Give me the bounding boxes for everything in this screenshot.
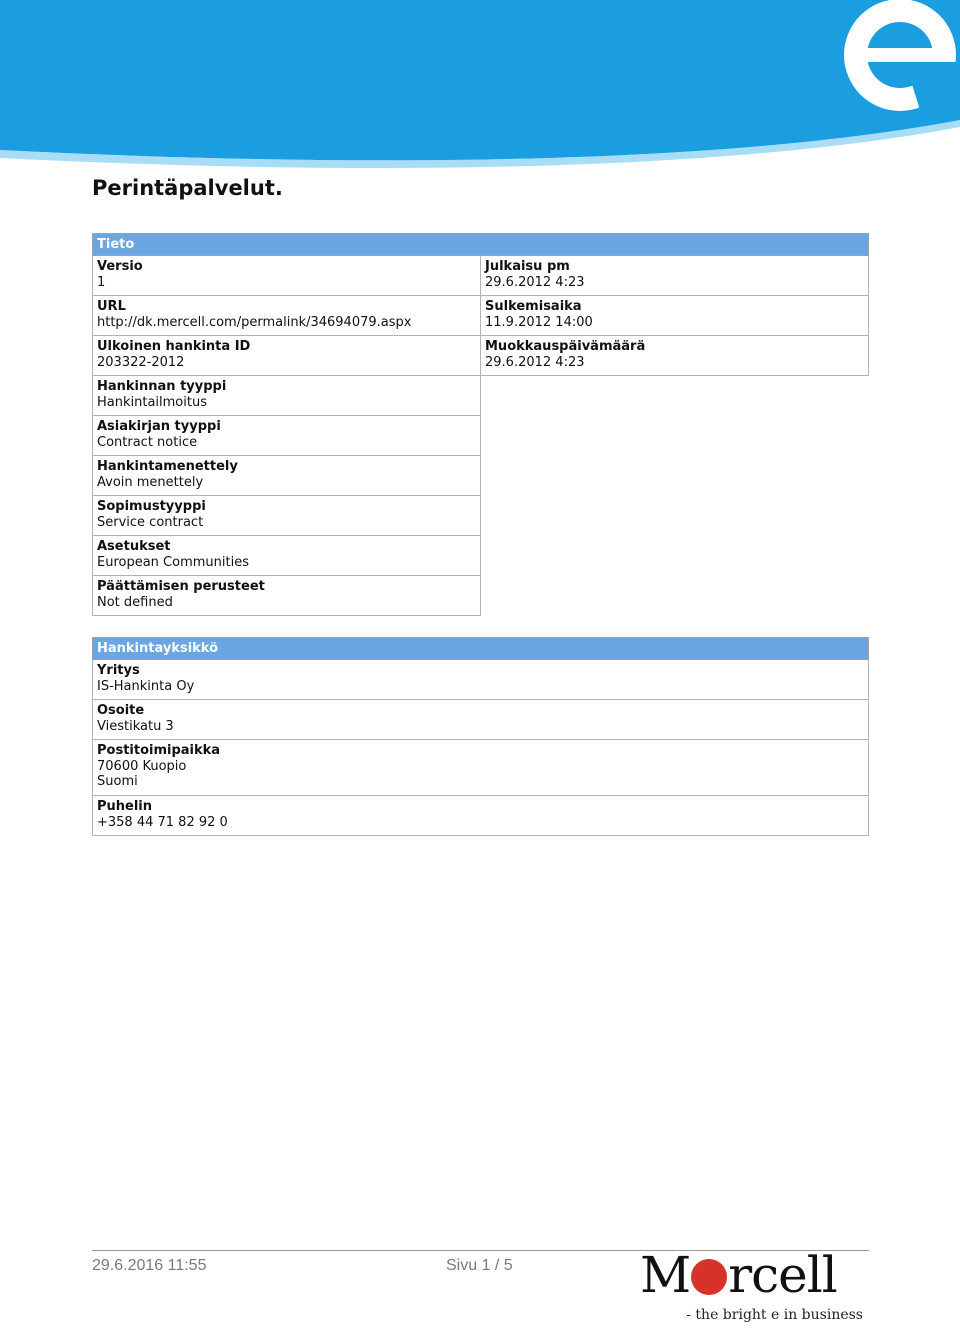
field-value: Viestikatu 3 [97,718,174,734]
field-sopimustyyppi [92,496,481,536]
field-url [92,296,481,336]
logo-wordmark [640,1246,837,1304]
field-asiakirjan-tyyppi [92,416,481,456]
field-sulkemisaika [480,296,869,336]
field-value: European Communities [97,554,249,570]
field-label: Yritys [97,663,140,678]
field-value: Service contract [97,514,204,530]
field-value: Not defined [97,594,173,610]
field-hankintamenettely [92,456,481,496]
tieto-left-column [92,256,481,616]
hankintayksikko-table [92,660,869,836]
field-label: Ulkoinen hankinta ID [97,339,251,354]
field-label: Asetukset [97,539,171,554]
field-label: Puhelin [97,799,153,814]
field-versio [92,256,481,296]
section-header-hankintayksikko: Hankintayksikkö [92,637,869,660]
field-value: +358 44 71 82 92 0 [97,814,228,830]
field-value: 11.9.2012 14:00 [485,314,593,330]
logo-text-rcell: rcell [728,1246,837,1304]
field-hankinnan-tyyppi [92,376,481,416]
field-postitoimipaikka [92,740,869,796]
field-asetukset [92,536,481,576]
field-value: 1 [97,274,106,290]
logo-e-mark [691,1259,727,1295]
field-value: Hankintailmoitus [97,394,207,410]
logo-tagline: - the bright e in business [686,1307,863,1323]
field-label: Asiakirjan tyyppi [97,419,221,434]
field-value: IS-Hankinta Oy [97,678,195,694]
field-label: Sulkemisaika [485,299,582,314]
section-header-tieto: Tieto [92,233,869,256]
field-value: Avoin menettely [97,474,204,490]
field-value: 29.6.2012 4:23 [485,274,585,290]
field-value: 203322-2012 [97,354,185,370]
field-label: Versio [97,259,143,274]
field-label: Hankinnan tyyppi [97,379,227,394]
field-label: Päättämisen perusteet [97,579,265,594]
page-title: Perintäpalvelut. [92,176,283,200]
tieto-right-column [480,256,869,376]
field-label: Sopimustyyppi [97,499,206,514]
permalink-link[interactable]: http://dk.mercell.com/permalink/34694079.aspx [97,314,412,330]
field-value: 70600 Kuopio [97,758,187,774]
field-ulkoinen-hankinta-id [92,336,481,376]
logo-text-m: M [640,1246,691,1304]
field-osoite [92,700,869,740]
header-banner [0,0,960,175]
footer-date: 29.6.2016 11:55 [92,1257,207,1274]
field-value-country: Suomi [97,774,138,789]
field-label: Muokkauspäivämäärä [485,339,646,354]
field-value: 29.6.2012 4:23 [485,354,585,370]
mercell-logo-icon [640,1246,865,1326]
field-label: Hankintamenettely [97,459,238,474]
field-label: Julkaisu pm [485,259,570,274]
field-value: Contract notice [97,434,198,450]
footer-page-number: Sivu 1 / 5 [446,1257,513,1274]
field-yritys [92,660,869,700]
field-muokkauspaivamaara [480,336,869,376]
field-julkaisu-pm [480,256,869,296]
field-label: Postitoimipaikka [97,743,221,758]
field-puhelin [92,796,869,836]
field-label: URL [97,299,126,314]
field-label: Osoite [97,703,145,718]
field-paattamisen-perusteet [92,576,481,616]
